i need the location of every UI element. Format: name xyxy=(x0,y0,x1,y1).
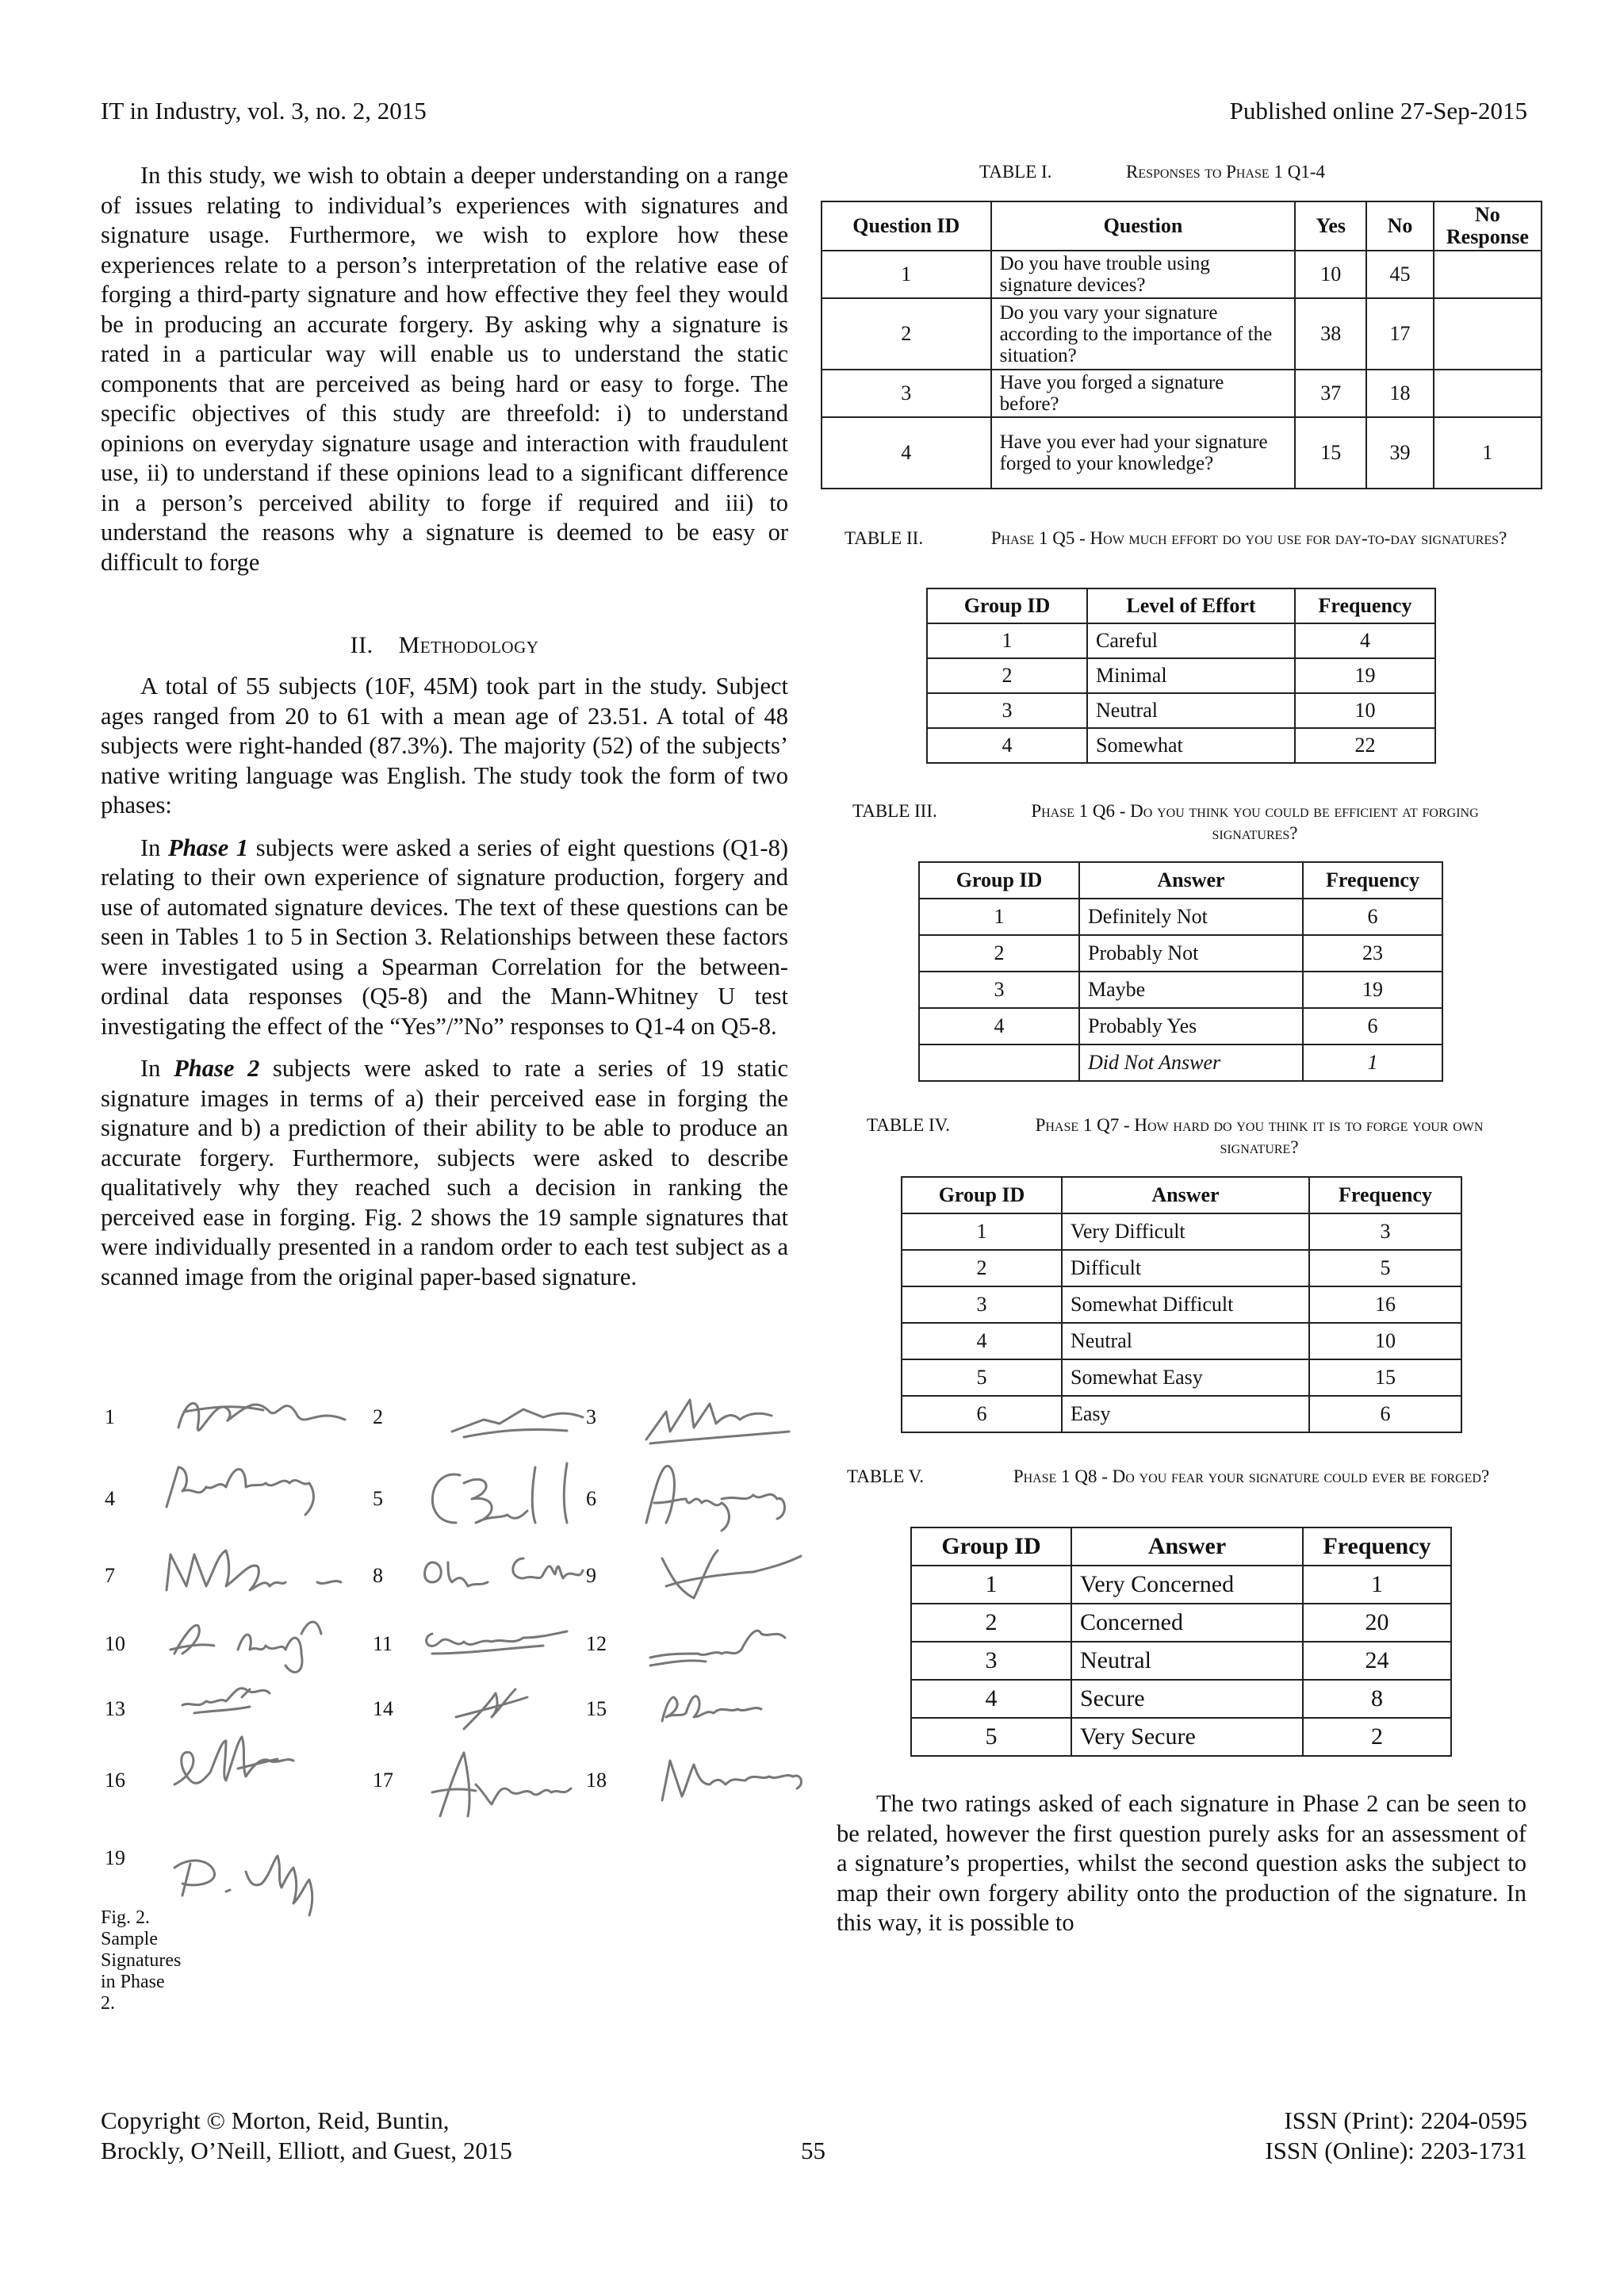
table-1-header: Yes xyxy=(1295,201,1366,251)
sig-number: 3 xyxy=(586,1405,596,1428)
table-3-caption xyxy=(852,800,1534,848)
closing-paragraph-block xyxy=(837,1789,1526,1938)
sig-number: 17 xyxy=(373,1769,393,1792)
table-row: 1 Very Concerned 1 xyxy=(911,1566,1451,1604)
sig-number: 11 xyxy=(373,1632,393,1655)
table-row: 2 Difficult 5 xyxy=(902,1250,1461,1286)
table-row: 2 Minimal 19 xyxy=(927,658,1435,693)
table-2-caption xyxy=(845,527,1534,575)
sig-number: 2 xyxy=(373,1405,383,1428)
table-row: 2 Do you vary your signature according to the importance of the situation? 38 17 xyxy=(822,298,1542,370)
table-1 xyxy=(821,201,1542,489)
intro-paragraph: In this study, we wish to obtain a deeper understanding on a range of issues relating to individual’s experiences with signatures and signature usage. Furthermore, we wish to explore how these experiences relate to a person’s interpretation of the relative ease of forging a third-party signature and how effective they feel they would be in producing an accurate forgery. By asking why a signature is rated in a particular way will enable us to understand the static components that are perceived as being hard or easy to forge. The specific objectives of this study are threefold: i) to understand opinions on everyday signature usage and interaction with fraudulent use, ii) to understand if these opinions lead to a significant difference in a person’s perceived ability to forge if required and iii) to understand the reasons why a signature is deemed to be easy or difficult to forge xyxy=(101,162,788,576)
table-row: 2 Concerned 20 xyxy=(911,1604,1451,1642)
table-1-header: No Response xyxy=(1434,201,1542,251)
table-row: 4 Somewhat 22 xyxy=(927,728,1435,763)
figure-2-caption: Fig. 2. Sample Signatures in Phase 2. xyxy=(101,1907,182,2014)
footer-copyright: Copyright © Morton, Reid, Buntin, Brockly, O’Neill, Elliott, and Guest, 2015 xyxy=(101,2106,512,2164)
table-row: 2 Probably Not 23 xyxy=(919,935,1442,972)
table-row: 4 Secure 8 xyxy=(911,1680,1451,1718)
table-3-title: Phase 1 Q6 - Do you think you could be efficient at forging signatures? xyxy=(1031,801,1479,843)
table-4: Group ID Answer Frequency 1 Very Difficult 3 2 Difficult 5 3 Somewhat Difficult 16 4 Neutral 10 5 Somewhat Easy 15 6 Easy 6 xyxy=(901,1176,1462,1433)
phase1-term: Phase 1 xyxy=(168,834,249,861)
sig-number: 4 xyxy=(105,1487,115,1510)
sig-number: 15 xyxy=(586,1697,607,1720)
sig-number: 18 xyxy=(586,1769,607,1792)
sig-number: 19 xyxy=(105,1846,125,1869)
table-2-label: TABLE II. xyxy=(845,528,924,548)
methodology-para-2: In Phase 1 subjects were asked a series of eight questions (Q1-8) relating to their own experience of signature production, forgery and use of automated signature devices. The text of these questions can be seen in Tables 1 to 5 in Section 3. Relationships between these factors were investigated using a Spearman Correlation for the between-ordinal data responses (Q5-8) and the Mann-Whitney U test investigating the effect of the “Yes”/”No” responses to Q1-4 on Q5-8. xyxy=(101,834,788,1040)
table-row: 4 Have you ever had your signature forged to your knowledge? 15 39 1 xyxy=(822,417,1542,489)
table-1-caption xyxy=(821,161,1530,188)
sig-number: 5 xyxy=(373,1487,383,1510)
table-row: 1 Careful 4 xyxy=(927,623,1435,658)
table-1-header: Question xyxy=(991,201,1296,251)
table-row: 3 Somewhat Difficult 16 xyxy=(902,1286,1461,1323)
table-row: 3 Have you forged a signature before? 37 18 xyxy=(822,370,1542,417)
sig-number: 14 xyxy=(373,1697,393,1720)
running-header-left: IT in Industry, vol. 3, no. 2, 2015 xyxy=(101,97,427,125)
handwritten-signatures-image xyxy=(0,0,841,1943)
sig-number: 8 xyxy=(373,1564,383,1587)
table-1-label: TABLE I. xyxy=(979,162,1052,182)
phase2-term: Phase 2 xyxy=(174,1055,260,1082)
table-2-title: Phase 1 Q5 - How much effort do you use for day-to-day signatures? xyxy=(990,528,1507,548)
table-4-title: Phase 1 Q7 - How hard do you think it is to forge your own signature? xyxy=(1035,1115,1484,1157)
table-row: 6 Easy 6 xyxy=(902,1396,1461,1432)
table-3-label: TABLE III. xyxy=(852,801,937,821)
page-number: 55 xyxy=(801,2137,825,2164)
table-row: 3 Neutral 10 xyxy=(927,693,1435,728)
running-header-right: Published online 27-Sep-2015 xyxy=(1229,97,1527,125)
table-row: Did Not Answer 1 xyxy=(919,1045,1442,1081)
sig-number: 9 xyxy=(586,1564,596,1587)
table-row: 4 Probably Yes 6 xyxy=(919,1008,1442,1045)
sig-number: 10 xyxy=(105,1632,125,1655)
table-row: 1 Definitely Not 6 xyxy=(919,899,1442,935)
table-5-caption xyxy=(847,1466,1537,1513)
sig-number: 13 xyxy=(105,1697,125,1720)
section-title: Methodology xyxy=(398,632,539,658)
table-5: Group ID Answer Frequency 1 Very Concerned 1 2 Concerned 20 3 Neutral 24 4 Secure 8 5 Very Secure 2 xyxy=(910,1527,1452,1757)
table-row: 5 Somewhat Easy 15 xyxy=(902,1359,1461,1396)
table-row: 3 Neutral 24 xyxy=(911,1642,1451,1680)
table-3: Group ID Answer Frequency 1 Definitely Not 6 2 Probably Not 23 3 Maybe 19 4 Probably Yes 6 Did Not Answer 1 xyxy=(918,861,1443,1082)
sig-number: 7 xyxy=(105,1564,115,1587)
section-number: II. xyxy=(350,632,373,658)
table-row: 4 Neutral 10 xyxy=(902,1323,1461,1359)
methodology-para-1: A total of 55 subjects (10F, 45M) took part in the study. Subject ages ranged from 20 to 61 with a mean age of 23.51. A total of 48 subjects were right-handed (87.3%). The majority (52) of the subjects’ native writing language was English. The study took the form of two phases: xyxy=(101,673,788,818)
closing-paragraph: The two ratings asked of each signature in Phase 2 can be seen to be related, however the first question purely asks for an assessment of a signature’s properties, whilst the second question asks the subject to map their own forgery ability onto the production of the signature. In this way, it is possible to xyxy=(837,1790,1526,1936)
table-1-header: Question ID xyxy=(822,201,991,251)
footer-issn: ISSN (Print): 2204-0595 ISSN (Online): 2203-1731 xyxy=(1265,2106,1527,2164)
table-4-label: TABLE IV. xyxy=(867,1115,951,1135)
table-row: 1 Very Difficult 3 xyxy=(902,1213,1461,1250)
table-2: Group ID Level of Effort Frequency 1 Careful 4 2 Minimal 19 3 Neutral 10 4 Somewhat 22 xyxy=(926,588,1436,764)
table-4-caption xyxy=(867,1114,1534,1162)
table-row: 5 Very Secure 2 xyxy=(911,1718,1451,1756)
sig-number: 16 xyxy=(105,1769,125,1792)
sig-number: 1 xyxy=(105,1405,115,1428)
table-5-label: TABLE V. xyxy=(847,1466,924,1486)
table-row: 3 Maybe 19 xyxy=(919,972,1442,1008)
table-1-title: Responses to Phase 1 Q1-4 xyxy=(1126,162,1325,182)
sig-number: 6 xyxy=(586,1487,596,1510)
table-5-title: Phase 1 Q8 - Do you fear your signature could ever be forged? xyxy=(1013,1466,1490,1486)
table-row: 1 Do you have trouble using signature devices? 10 45 xyxy=(822,251,1542,298)
methodology-para-3: In Phase 2 subjects were asked to rate a series of 19 static signature images in terms of a) their perceived ease in forging the signature and b) a prediction of their ability to be able to produce an accurate forgery. Furthermore, subjects were asked to describe qualitatively why they reached such a decision in ranking the perceived ease in forging. Fig. 2 shows the 19 sample signatures that were individually presented in a random order to each test subject as a scanned image from the original paper-based signature. xyxy=(101,1055,788,1290)
table-1-header: No xyxy=(1366,201,1434,251)
sig-number: 12 xyxy=(586,1632,607,1655)
